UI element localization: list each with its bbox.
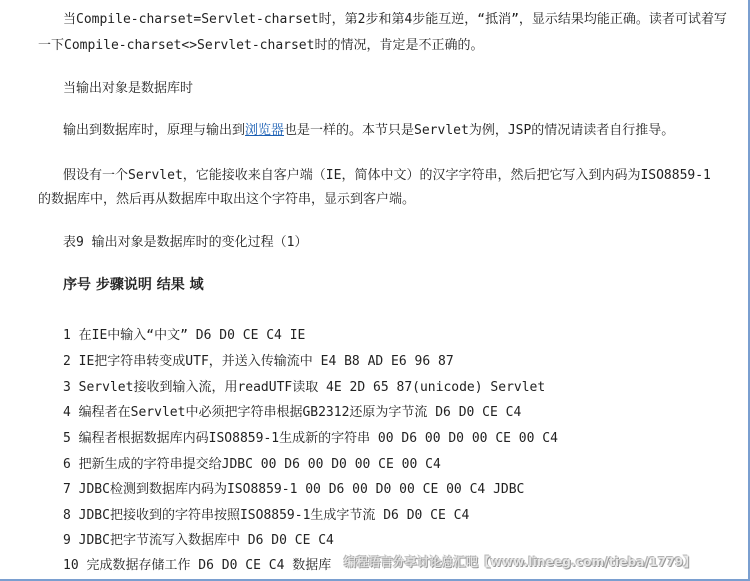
table-row: 8 JDBC把接收到的字符串按照ISO8859-1生成字节流 D6 D0 CE C4: [63, 508, 470, 523]
paragraph-1-line-2: 一下Compile-charset<>Servlet-charset时的情况，肯定是不正确的。: [38, 38, 484, 53]
table-row: 7 JDBC检测到数据库内码为ISO8859-1 00 D6 00 D0 00 CE 00 C4 JDBC: [63, 482, 525, 497]
table-row: 5 编程者根据数据库内码ISO8859-1生成新的字符串 00 D6 00 D0 00 CE 00 C4: [63, 431, 558, 446]
table-header: 序号 步骤说明 结果 域: [63, 277, 204, 293]
paragraph-3-line-2: 的数据库中，然后再从数据库中取出这个字符串，显示到客户端。: [38, 192, 416, 207]
watermark: 编程语言分享讨论总汇吧【www.lineeg.com/tieba/1779】: [344, 555, 696, 569]
table-row: 1 在IE中输入“中文” D6 D0 CE C4 IE: [63, 328, 306, 343]
paragraph-2-after: 也是一样的。本节只是Servlet为例，JSP的情况请读者自行推导。: [284, 123, 675, 138]
browser-link[interactable]: 浏览器: [245, 123, 285, 138]
paragraph-2: [63, 120, 674, 141]
section-heading: 当输出对象是数据库时: [63, 81, 194, 96]
table-row: 9 JDBC把字节流写入数据库中 D6 D0 CE C4: [63, 533, 334, 548]
paragraph-1-line-1: 当Compile-charset=Servlet-charset时，第2步和第4步能互逆，“抵消”，显示结果均能正确。读者可试着写: [63, 12, 727, 27]
table-row: 2 IE把字符串转变成UTF，并送入传输流中 E4 B8 AD E6 96 87: [63, 354, 454, 369]
table-row: 10 完成数据存储工作 D6 D0 CE C4 数据库: [63, 558, 332, 573]
table-row: 4 编程者在Servlet中必须把字符串根据GB2312还原为字节流 D6 D0 CE C4: [63, 405, 522, 420]
paragraph-3-line-1: 假设有一个Servlet，它能接收来自客户端（IE，简体中文）的汉字字符串，然后把它写入到内码为ISO8859-1: [63, 168, 711, 183]
table-row: 3 Servlet接收到输入流，用readUTF读取 4E 2D 65 87(unicode) Servlet: [63, 380, 546, 395]
table-row: 6 把新生成的字符串提交给JDBC 00 D6 00 D0 00 CE 00 C4: [63, 457, 441, 472]
table-caption: 表9 输出对象是数据库时的变化过程（1）: [63, 235, 308, 250]
paragraph-2-before: 输出到数据库时，原理与输出到: [63, 123, 246, 138]
